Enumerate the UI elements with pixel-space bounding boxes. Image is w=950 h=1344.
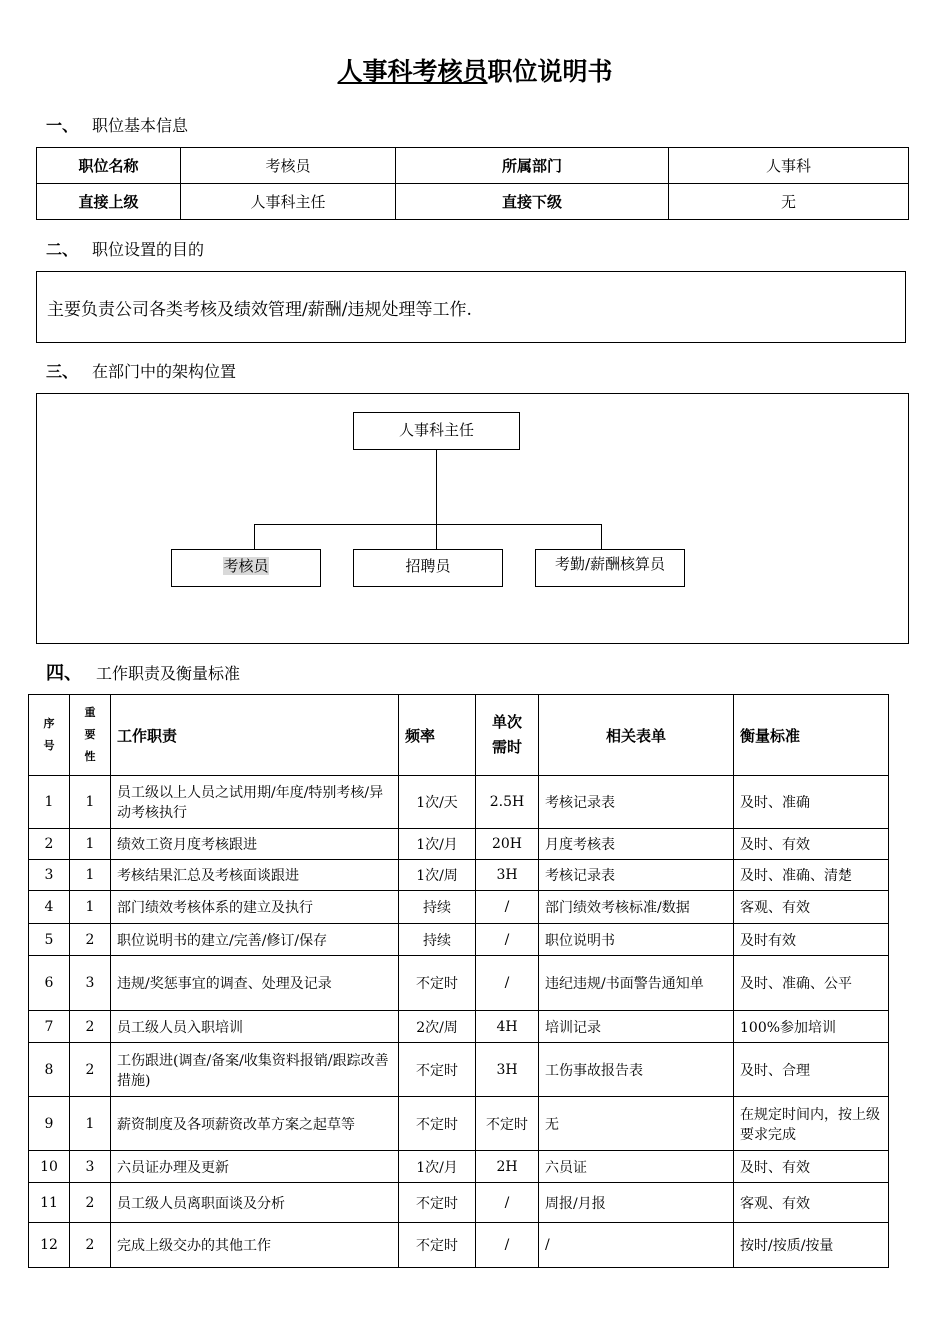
header-time: 单次需时 [476, 695, 539, 776]
cell-standard: 及时、准确、清楚 [734, 860, 889, 891]
header-seq: 序号 [29, 695, 70, 776]
table-row [29, 1043, 889, 1097]
cell-task: 部门绩效考核体系的建立及执行 [111, 891, 399, 924]
department-label: 所属部门 [396, 148, 669, 184]
table-row [29, 1011, 889, 1043]
table-row [29, 1097, 889, 1151]
org-connector-left [254, 524, 255, 549]
cell-form: 无 [539, 1097, 734, 1151]
cell-importance: 3 [70, 956, 111, 1011]
table-row [29, 956, 889, 1011]
section-heading-4: 四、 工作职责及衡量标准 [46, 663, 241, 684]
cell-frequency: 不定时 [399, 1097, 476, 1151]
cell-task: 员工级以上人员之试用期/年度/特别考核/异动考核执行 [111, 776, 399, 829]
header-standard: 衡量标准 [734, 695, 889, 776]
cell-frequency: 不定时 [399, 956, 476, 1011]
org-connector-vertical [436, 450, 437, 524]
cell-standard: 客观、有效 [734, 891, 889, 924]
cell-form: 考核记录表 [539, 860, 734, 891]
org-chart [36, 393, 909, 644]
cell-frequency: 1次/周 [399, 860, 476, 891]
org-connector-horizontal [254, 524, 602, 525]
table-header [29, 695, 889, 776]
org-node-payroll: 考勤/薪酬核算员 [535, 549, 685, 587]
table-row [29, 860, 889, 891]
cell-task: 绩效工资月度考核跟进 [111, 829, 399, 860]
cell-importance: 2 [70, 1043, 111, 1097]
cell-importance: 1 [70, 776, 111, 829]
cell-standard: 在规定时间内，按上级要求完成 [734, 1097, 889, 1151]
cell-seq: 1 [29, 776, 70, 829]
cell-importance: 1 [70, 860, 111, 891]
cell-time: / [476, 956, 539, 1011]
cell-standard: 及时、合理 [734, 1043, 889, 1097]
cell-time: 2.5H [476, 776, 539, 829]
cell-task: 考核结果汇总及考核面谈跟进 [111, 860, 399, 891]
org-connector-middle [436, 524, 437, 549]
cell-seq: 12 [29, 1223, 70, 1268]
cell-time: / [476, 891, 539, 924]
cell-seq: 7 [29, 1011, 70, 1043]
cell-frequency: 1次/月 [399, 829, 476, 860]
table-row [29, 776, 889, 829]
cell-frequency: 不定时 [399, 1183, 476, 1223]
cell-form: 职位说明书 [539, 924, 734, 956]
cell-importance: 2 [70, 924, 111, 956]
cell-frequency: 1次/天 [399, 776, 476, 829]
cell-importance: 1 [70, 891, 111, 924]
duties-table [28, 694, 889, 1268]
department-value: 人事科 [669, 148, 909, 184]
cell-frequency: 持续 [399, 891, 476, 924]
table-row [29, 1183, 889, 1223]
cell-form: 周报/月报 [539, 1183, 734, 1223]
cell-seq: 3 [29, 860, 70, 891]
cell-importance: 2 [70, 1011, 111, 1043]
cell-seq: 11 [29, 1183, 70, 1223]
section-heading-1: 一、 职位基本信息 [46, 116, 189, 135]
cell-time: 3H [476, 860, 539, 891]
position-name-value: 考核员 [181, 148, 396, 184]
cell-frequency: 2次/周 [399, 1011, 476, 1043]
cell-task: 员工级人员入职培训 [111, 1011, 399, 1043]
cell-frequency: 1次/月 [399, 1151, 476, 1183]
purpose-box [36, 271, 906, 343]
header-importance: 重要性 [70, 695, 111, 776]
cell-time: / [476, 924, 539, 956]
cell-standard: 按时/按质/按量 [734, 1223, 889, 1268]
superior-value: 人事科主任 [181, 184, 396, 220]
cell-time: 3H [476, 1043, 539, 1097]
org-connector-right [601, 524, 602, 549]
basic-info-table [36, 147, 909, 220]
cell-time: / [476, 1223, 539, 1268]
cell-time: 不定时 [476, 1097, 539, 1151]
table-row [29, 891, 889, 924]
cell-importance: 1 [70, 829, 111, 860]
cell-frequency: 不定时 [399, 1223, 476, 1268]
cell-seq: 6 [29, 956, 70, 1011]
table-row [29, 924, 889, 956]
cell-form: 月度考核表 [539, 829, 734, 860]
cell-time: 4H [476, 1011, 539, 1043]
header-task: 工作职责 [111, 695, 399, 776]
cell-seq: 4 [29, 891, 70, 924]
superior-label: 直接上级 [37, 184, 181, 220]
cell-standard: 及时、准确 [734, 776, 889, 829]
cell-task: 完成上级交办的其他工作 [111, 1223, 399, 1268]
cell-time: 2H [476, 1151, 539, 1183]
cell-task: 六员证办理及更新 [111, 1151, 399, 1183]
cell-form: 部门绩效考核标准/数据 [539, 891, 734, 924]
cell-standard: 客观、有效 [734, 1183, 889, 1223]
cell-seq: 2 [29, 829, 70, 860]
cell-task: 违规/奖惩事宜的调查、处理及记录 [111, 956, 399, 1011]
header-form: 相关表单 [539, 695, 734, 776]
cell-standard: 及时、有效 [734, 1151, 889, 1183]
cell-frequency: 不定时 [399, 1043, 476, 1097]
cell-time: / [476, 1183, 539, 1223]
cell-form: 六员证 [539, 1151, 734, 1183]
cell-standard: 及时、有效 [734, 829, 889, 860]
table-row [29, 829, 889, 860]
cell-form: 违纪违规/书面警告通知单 [539, 956, 734, 1011]
cell-seq: 8 [29, 1043, 70, 1097]
cell-form: 工伤事故报告表 [539, 1043, 734, 1097]
cell-seq: 10 [29, 1151, 70, 1183]
section-heading-3: 三、 在部门中的架构位置 [46, 362, 237, 381]
cell-seq: 9 [29, 1097, 70, 1151]
cell-importance: 2 [70, 1183, 111, 1223]
org-node-recruiter: 招聘员 [353, 549, 503, 587]
cell-time: 20H [476, 829, 539, 860]
page-title: 人事科考核员职位说明书 [337, 57, 613, 86]
subordinate-value: 无 [669, 184, 909, 220]
cell-standard: 及时有效 [734, 924, 889, 956]
cell-seq: 5 [29, 924, 70, 956]
cell-form: 考核记录表 [539, 776, 734, 829]
table-row [29, 1151, 889, 1183]
cell-standard: 及时、准确、公平 [734, 956, 889, 1011]
org-node-assessor: 考核员 [171, 549, 321, 587]
cell-form: 培训记录 [539, 1011, 734, 1043]
cell-importance: 1 [70, 1097, 111, 1151]
org-node-director: 人事科主任 [353, 412, 520, 450]
cell-task: 职位说明书的建立/完善/修订/保存 [111, 924, 399, 956]
cell-standard: 100%参加培训 [734, 1011, 889, 1043]
cell-form: / [539, 1223, 734, 1268]
section-heading-2: 二、 职位设置的目的 [46, 240, 205, 259]
cell-importance: 2 [70, 1223, 111, 1268]
cell-importance: 3 [70, 1151, 111, 1183]
header-frequency: 频率 [399, 695, 476, 776]
purpose-text: 主要负责公司各类考核及绩效管理/薪酬/违规处理等工作. [47, 300, 472, 320]
subordinate-label: 直接下级 [396, 184, 669, 220]
cell-task: 员工级人员离职面谈及分析 [111, 1183, 399, 1223]
table-row [29, 1223, 889, 1268]
position-name-label: 职位名称 [37, 148, 181, 184]
cell-task: 薪资制度及各项薪资改革方案之起草等 [111, 1097, 399, 1151]
cell-frequency: 持续 [399, 924, 476, 956]
cell-task: 工伤跟进(调查/备案/收集资料报销/跟踪改善措施) [111, 1043, 399, 1097]
